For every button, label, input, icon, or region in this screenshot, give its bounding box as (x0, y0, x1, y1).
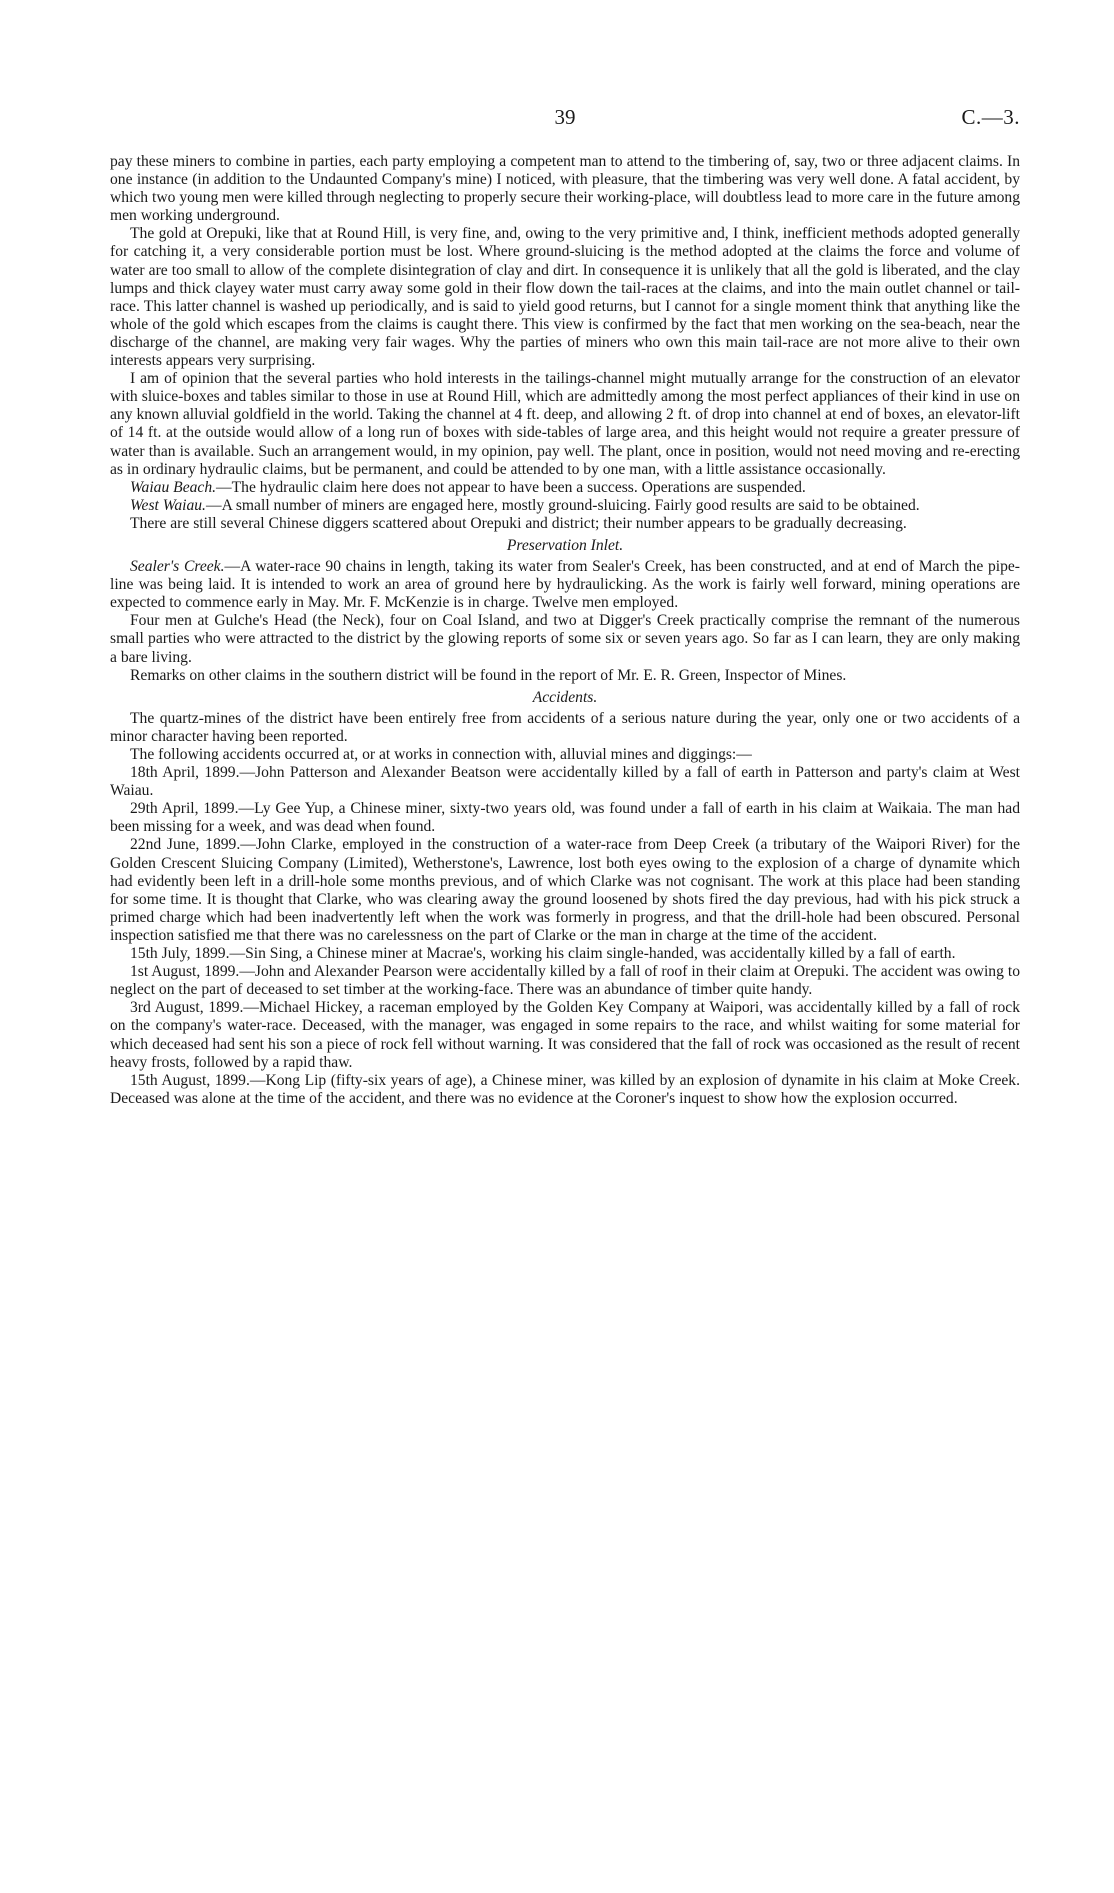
document-reference: C.—3. (961, 105, 1020, 129)
accident-entry: 18th April, 1899.—John Patterson and Alexander Beatson were accidentally killed by a fall of earth in Patterson and party's claim at West Waiau. (110, 764, 1020, 800)
paragraph-west-waiau (110, 497, 1020, 515)
paragraph: Remarks on other claims in the southern district will be found in the report of Mr. E. R. Green, Inspector of Mines. (130, 666, 847, 684)
section-heading-accidents: Accidents. (532, 688, 598, 706)
paragraph: pay these miners to combine in parties, each party employing a competent man to attend to the timbering of, say, two or three adjacent claims. In one instance (in addition to the Undaunted Company's mine) I noticed, with pleasure, that the timbering was very well done. A fatal accident, by which two young men were killed through neglecting to properly secure their working-place, will doubtless lead to more care in the future among men working underground. (110, 153, 1020, 225)
accident-entry: 3rd August, 1899.—Michael Hickey, a raceman employed by the Golden Key Company at Waipori, was accidentally killed by a fall of rock on the company's water-race. Deceased, with the manager, was engaged in some repairs to the race, and whilst waiting for some material for which deceased had sent his son a piece of rock fell without warning. It was considered that the fall of rock was occasioned as the result of recent heavy frosts, followed by a rapid thaw. (110, 999, 1020, 1071)
paragraph: The quartz-mines of the district have been entirely free from accidents of a serious nature during the year, only one or two accidents of a minor character having been reported. (110, 709, 1020, 745)
paragraph: Four men at Gulche's Head (the Neck), four on Coal Island, and two at Digger's Creek practically comprise the remnant of the numerous small parties who were attracted to the district by the glowing reports of some six or seven years ago. So far as I can learn, they are only making a bare living. (110, 612, 1020, 666)
paragraph: The following accidents occurred at, or at works in connection with, alluvial mines and diggings:— (130, 746, 752, 763)
sealers-creek-label: Sealer's Creek. (130, 558, 225, 576)
accident-entry: 29th April, 1899.—Ly Gee Yup, a Chinese miner, sixty-two years old, was found under a fall of earth in his claim at Waikaia. The man had been missing for a week, and was dead when found. (110, 800, 1020, 836)
waiau-beach-text: —The hydraulic claim here does not appear to have been a success. Operations are suspended. (216, 478, 806, 496)
page-header (110, 105, 1020, 135)
paragraph: The gold at Orepuki, like that at Round Hill, is very fine, and, owing to the very primitive and, I think, inefficient methods adopted generally for catching it, a very considerable portion must be lost. Where ground-sluicing is the method adopted at the claims the force and volume of water are too small to allow of the complete disintegration of clay and dirt. In consequence it is unlikely that all the gold is liberated, and the clay lumps and thick clayey water must carry away some gold in their flow down the tail-races at the claims, and into the main outlet channel or tail-race. This latter channel is washed up periodically, and is said to yield good returns, but I cannot for a single moment think that anything like the whole of the gold which escapes from the claims is caught there. This view is confirmed by the fact that men working on the sea-beach, near the discharge of the channel, are making very fair wages. Why the parties of miners who own this main tail-race are not more alive to their own interests appears very surprising. (110, 225, 1020, 370)
waiau-beach-label: Waiau Beach. (130, 478, 217, 496)
paragraph: I am of opinion that the several parties who hold interests in the tailings-channel might mutually arrange for the construction of an elevator with sluice-boxes and tables similar to those in use at Round Hill, which are admittedly among the most perfect appliances of their kind in use on any known alluvial goldfield in the world. Taking the channel at 4 ft. deep, and allowing 2 ft. of drop into channel at end of boxes, an elevator-lift of 14 ft. at the outside would allow of a long run of boxes with side-tables of large area, and this height would not require a greater pressure of water than is available. Such an arrangement would, in my opinion, pay well. The plant, once in position, would not need moving and re-erecting as in ordinary hydraulic claims, but be permanent, and could be attended to by one man, with a little assistance occasionally. (110, 370, 1020, 478)
paragraph: There are still several Chinese diggers scattered about Orepuki and district; their number appears to be gradually decreasing. (130, 514, 907, 532)
accident-entry: 15th July, 1899.—Sin Sing, a Chinese miner at Macrae's, working his claim single-handed, was accidentally killed by a fall of earth. (130, 945, 956, 963)
section-heading-preservation-inlet: Preservation Inlet. (506, 536, 624, 554)
west-waiau-label: West Waiau. (130, 496, 206, 514)
west-waiau-text: —A small number of miners are engaged here, mostly ground-sluicing. Fairly good results are said to be obtained. (205, 496, 920, 514)
accident-entry: 22nd June, 1899.—John Clarke, employed in the construction of a water-race from Deep Creek (a tributary of the Waipori River) for the Golden Crescent Sluicing Company (Limited), Wetherstone's, Lawrence, lost both eyes owing to the explosion of a charge of dynamite which had evidently been left in a drill-hole some months previous, and of which Clarke was not cognisant. The work at this place had been standing for some time. It is thought that Clarke, who was clearing away the ground loosened by shots fired the day previous, had with his pick struck a primed charge which had been inadvertently left when the work was formerly in progress, and that the drill-hole had been obscured. Personal inspection satisfied me that there was no carelessness on the part of Clarke or the man in charge at the time of the accident. (110, 836, 1020, 944)
paragraph-waiau-beach (110, 479, 1020, 497)
page-number: 39 (554, 105, 576, 129)
paragraph-sealers-creek (110, 558, 1020, 612)
sealers-creek-text: —A water-race 90 chains in length, taking its water from Sealer's Creek, has been constructed, and at end of March the pipe-line was being laid. It is intended to work an area of ground here by hydraulicking. As the work is fairly well forward, mining operations are expected to commence early in May. Mr. F. McKenzie is in charge. Twelve men employed. (110, 558, 1020, 612)
body-text (110, 153, 1020, 1108)
accident-entry: 15th August, 1899.—Kong Lip (fifty-six years of age), a Chinese miner, was killed by an explosion of dynamite in his claim at Moke Creek. Deceased was alone at the time of the accident, and there was no evidence at the Coroner's inquest to show how the explosion occurred. (110, 1071, 1020, 1107)
accident-entry: 1st August, 1899.—John and Alexander Pearson were accidentally killed by a fall of roof in their claim at Orepuki. The accident was owing to neglect on the part of deceased to set timber at the working-face. There was an abundance of timber quite handy. (110, 963, 1020, 999)
